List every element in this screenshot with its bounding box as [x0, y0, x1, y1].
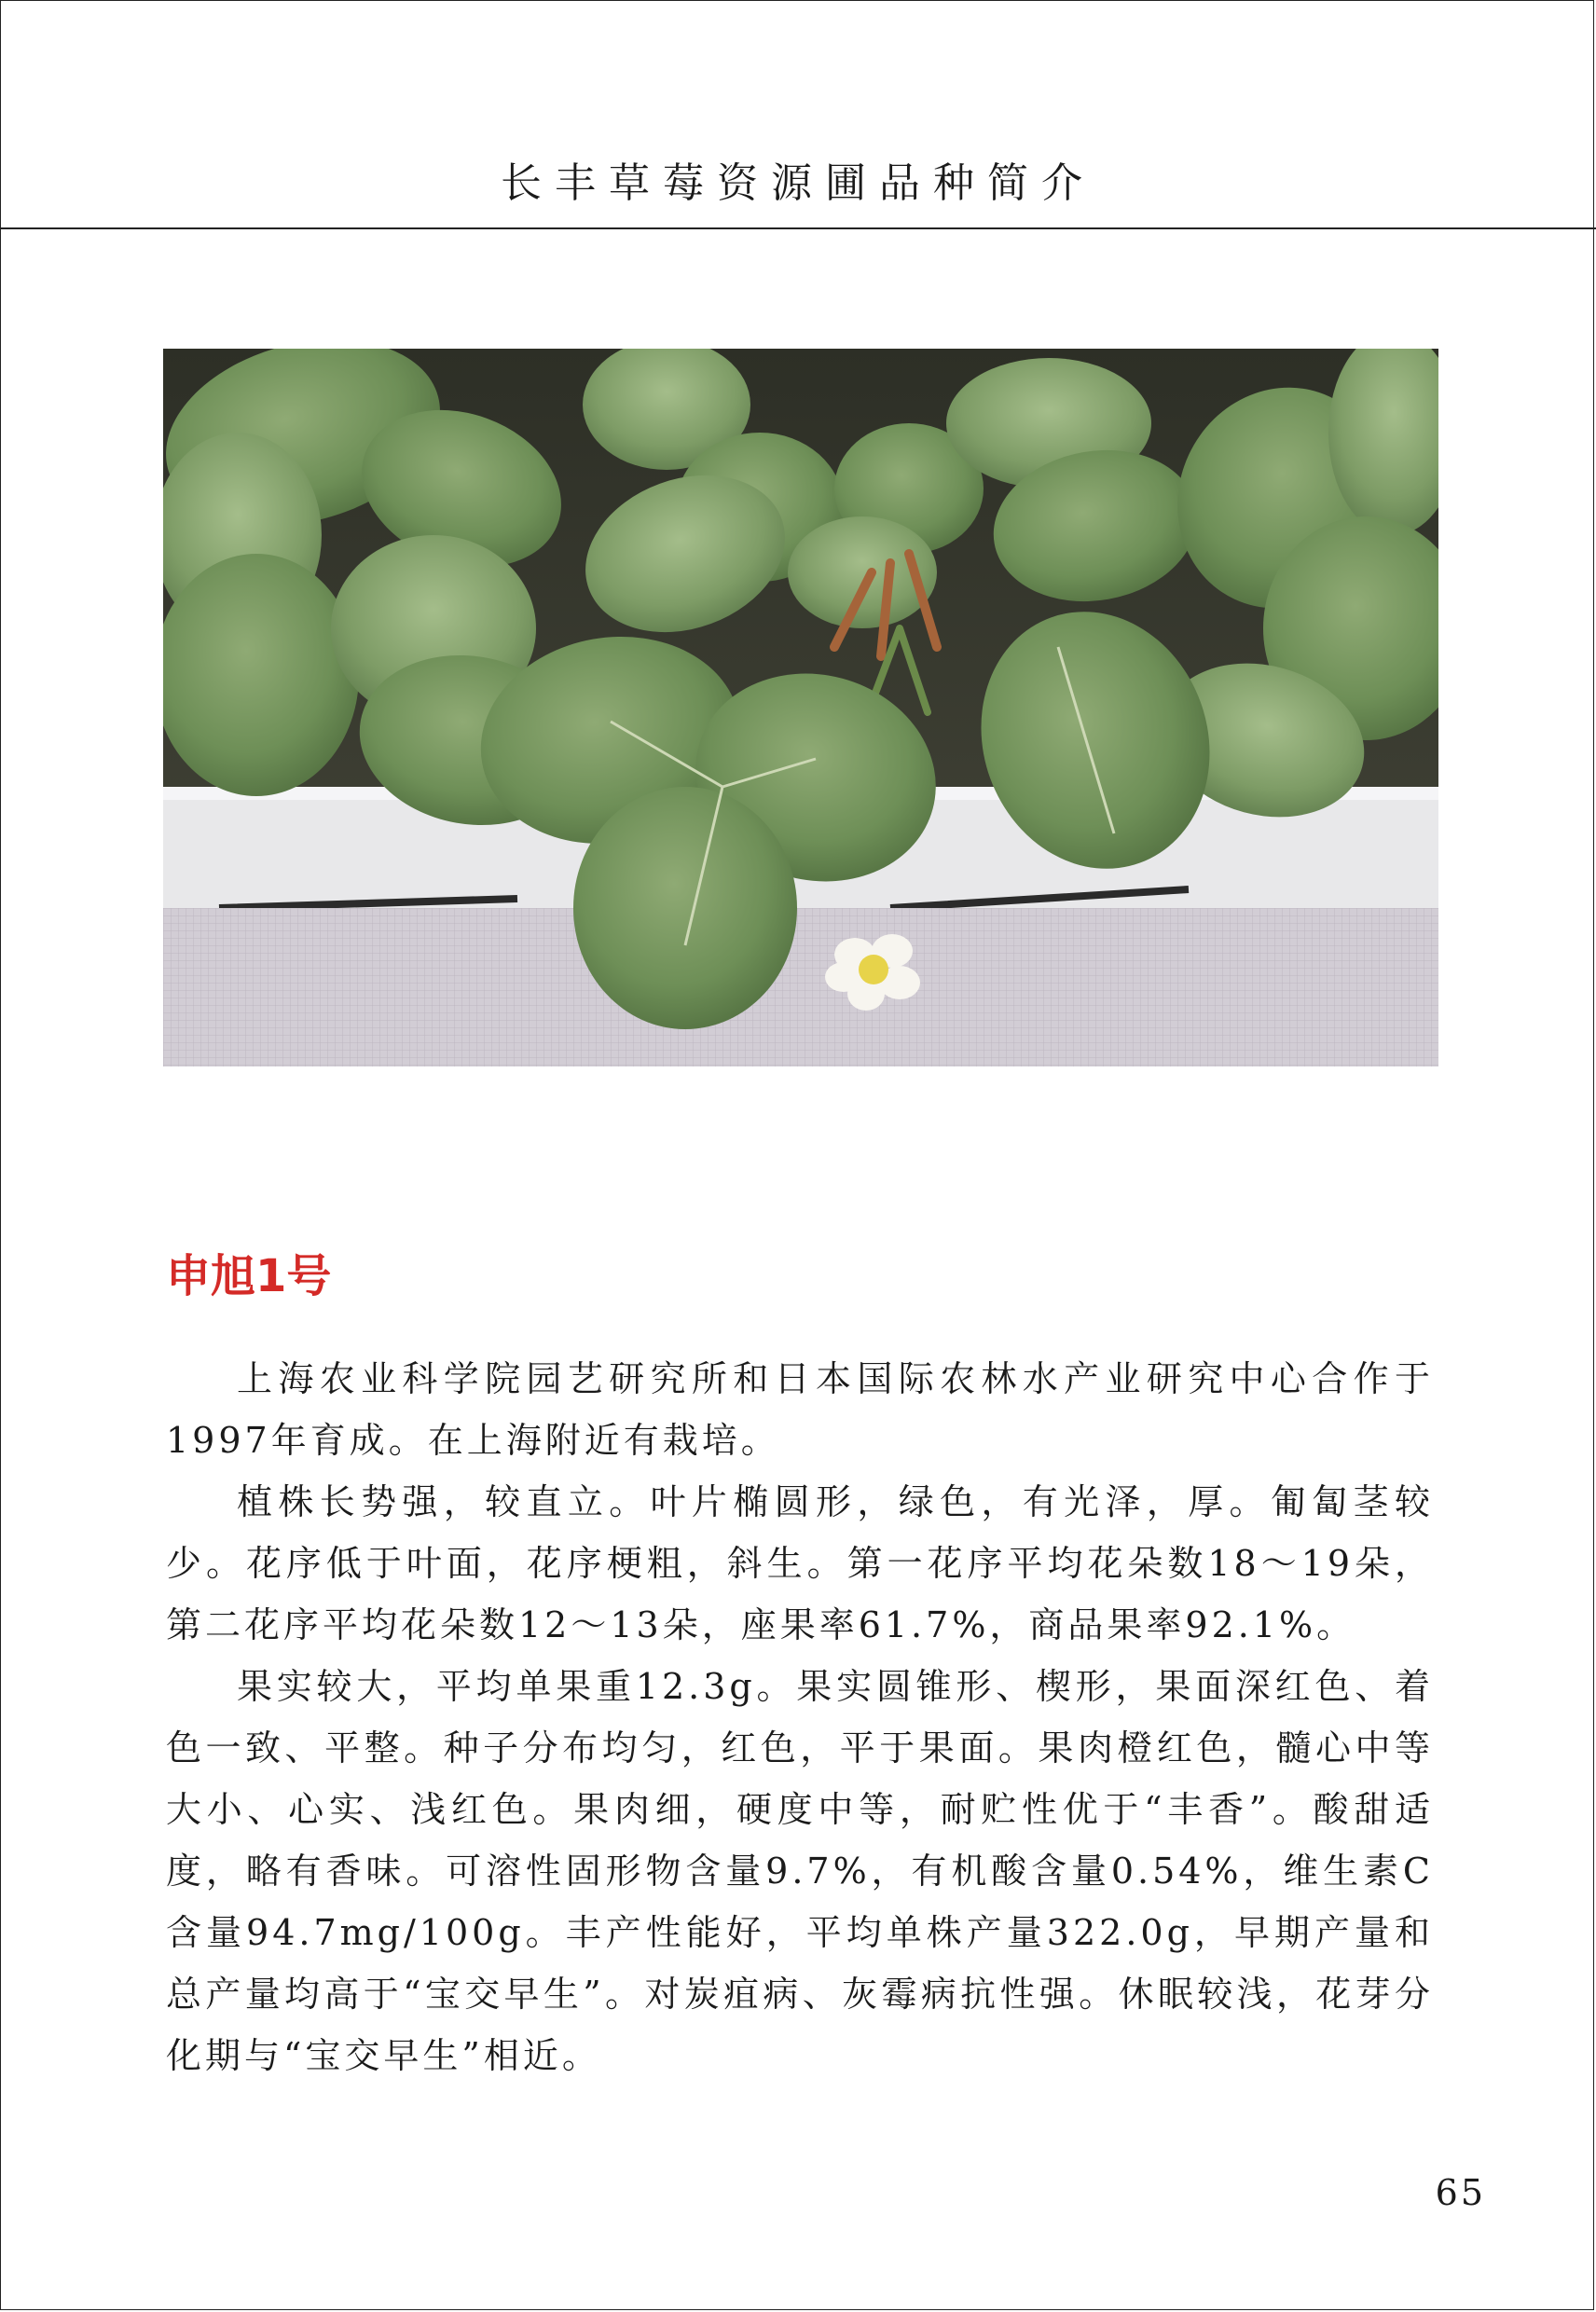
paragraph-plant-traits: 植株长势强，较直立。叶片椭圆形，绿色，有光泽，厚。匍匐茎较少。花序低于叶面，花序梗粗，斜生。第一花序平均花朵数18～19朵，第二花序平均花朵数12～13朵，座果率61.7%，商品果率92.1%。 — [166, 1481, 1434, 1645]
running-header: 长丰草莓资源圃品种简介 — [501, 159, 1095, 207]
variety-title: 申旭1号 — [166, 1250, 332, 1302]
header-divider — [0, 227, 1596, 229]
variety-description — [166, 1348, 1434, 2086]
page-number: 65 — [1435, 2172, 1486, 2213]
paragraph-fruit-traits: 果实较大，平均单果重12.3g。果实圆锥形、楔形，果面深红色、着色一致、平整。种子分布均匀，红色，平于果面。果肉橙红色，髓心中等大小、心实、浅红色。果肉细，硬度中等，耐贮性优于“丰香”。酸甜适度，略有香味。可溶性固形物含量9.7%，有机酸含量0.54%，维生素C含量94.7mg/100g。丰产性能好，平均单株产量322.0g，早期产量和总产量均高于“宝交早生”。对炭疽病、灰霉病抗性强。休眠较浅，花芽分化期与“宝交早生”相近。 — [166, 1666, 1434, 2076]
paragraph-origin: 上海农业科学院园艺研究所和日本国际农林水产业研究中心合作于1997年育成。在上海附近有栽培。 — [166, 1358, 1434, 1461]
strawberry-plant-photo — [163, 349, 1438, 1067]
